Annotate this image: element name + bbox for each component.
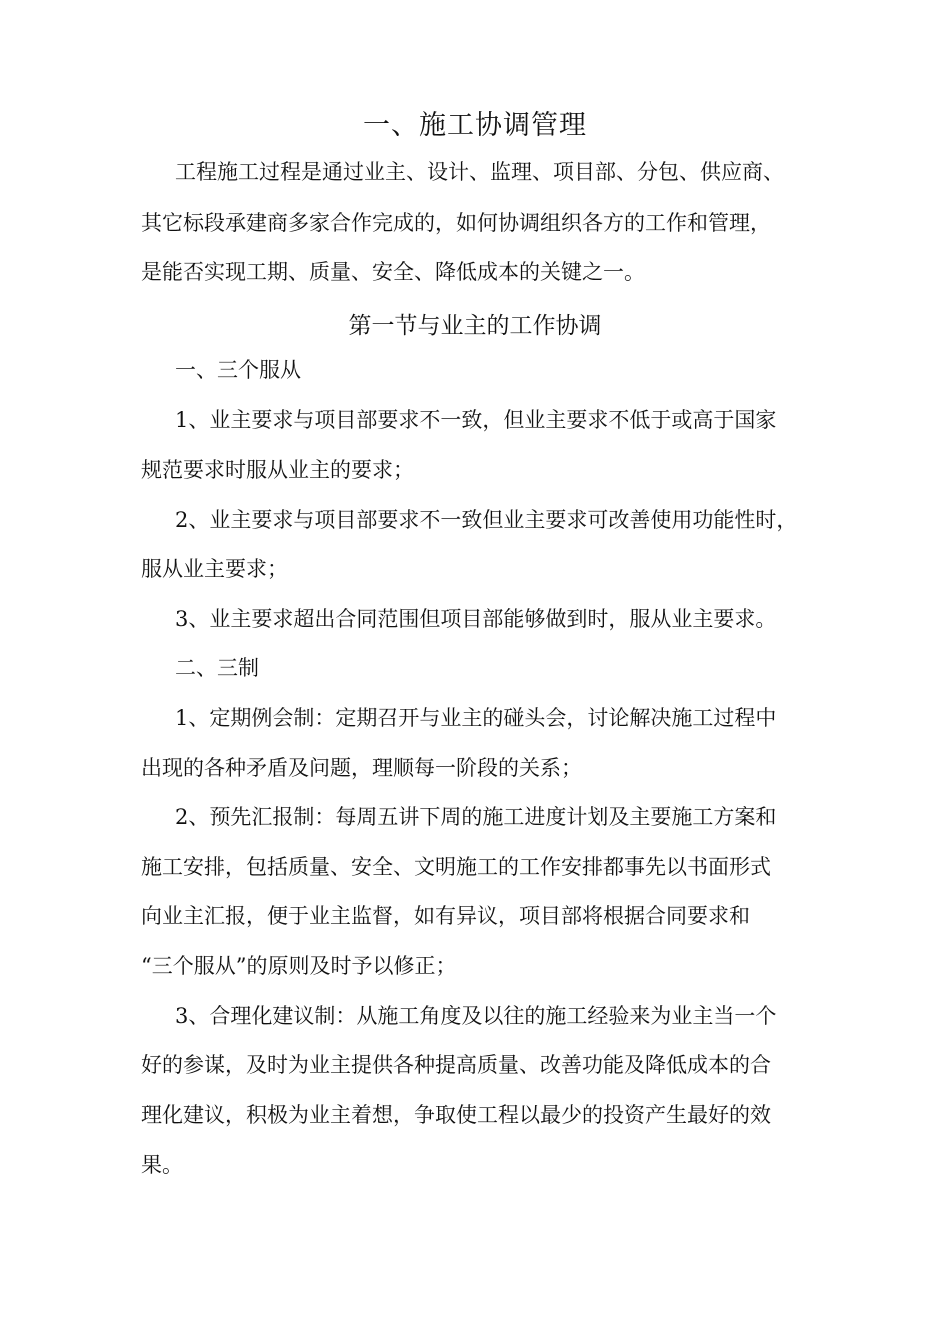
intro-line-1: 工程施工过程是通过业主、设计、监理、项目部、分包、供应商、 [175,160,784,184]
subheading-three-systems: 二、三制 [175,656,259,680]
subheading-three-obey: 一、三个服从 [175,358,301,382]
rule-3-line-3: 理化建议，积极为业主着想，争取使工程以最少的投资产生最好的效 [141,1103,771,1127]
item-2-line-2: 服从业主要求； [141,557,288,581]
document-title: 一、施工协调管理 [363,110,587,141]
rule-3-line-1: 3、合理化建议制：从施工角度及以往的施工经验来为业主当一个 [175,1004,777,1028]
intro-line-3: 是能否实现工期、质量、安全、降低成本的关键之一。 [141,260,645,284]
rule-3-line-2: 好的参谋，及时为业主提供各种提高质量、改善功能及降低成本的合 [141,1053,771,1077]
item-3-line-1: 3、业主要求超出合同范围但项目部能够做到时，服从业主要求。 [175,607,777,631]
rule-2-line-3: 向业主汇报，便于业主监督，如有异议，项目部将根据合同要求和 [141,904,750,928]
rule-3-line-4: 果。 [141,1153,183,1177]
rule-2-line-2: 施工安排，包括质量、安全、文明施工的工作安排都事先以书面形式 [141,855,771,879]
item-1-line-2: 规范要求时服从业主的要求； [141,458,414,482]
intro-line-2: 其它标段承建商多家合作完成的，如何协调组织各方的工作和管理， [141,211,771,235]
rule-1-line-1: 1、定期例会制：定期召开与业主的碰头会，讨论解决施工过程中 [175,706,777,730]
rule-2-line-1: 2、预先汇报制：每周五讲下周的施工进度计划及主要施工方案和 [175,805,777,829]
item-2-line-1: 2、业主要求与项目部要求不一致但业主要求可改善使用功能性时， [175,508,798,532]
item-1-line-1: 1、业主要求与项目部要求不一致，但业主要求不低于或高于国家 [175,408,777,432]
section-title: 第一节与业主的工作协调 [348,313,602,339]
rule-1-line-2: 出现的各种矛盾及问题，理顺每一阶段的关系； [141,756,582,780]
rule-2-line-4: “三个服从”的原则及时予以修正； [141,954,457,978]
